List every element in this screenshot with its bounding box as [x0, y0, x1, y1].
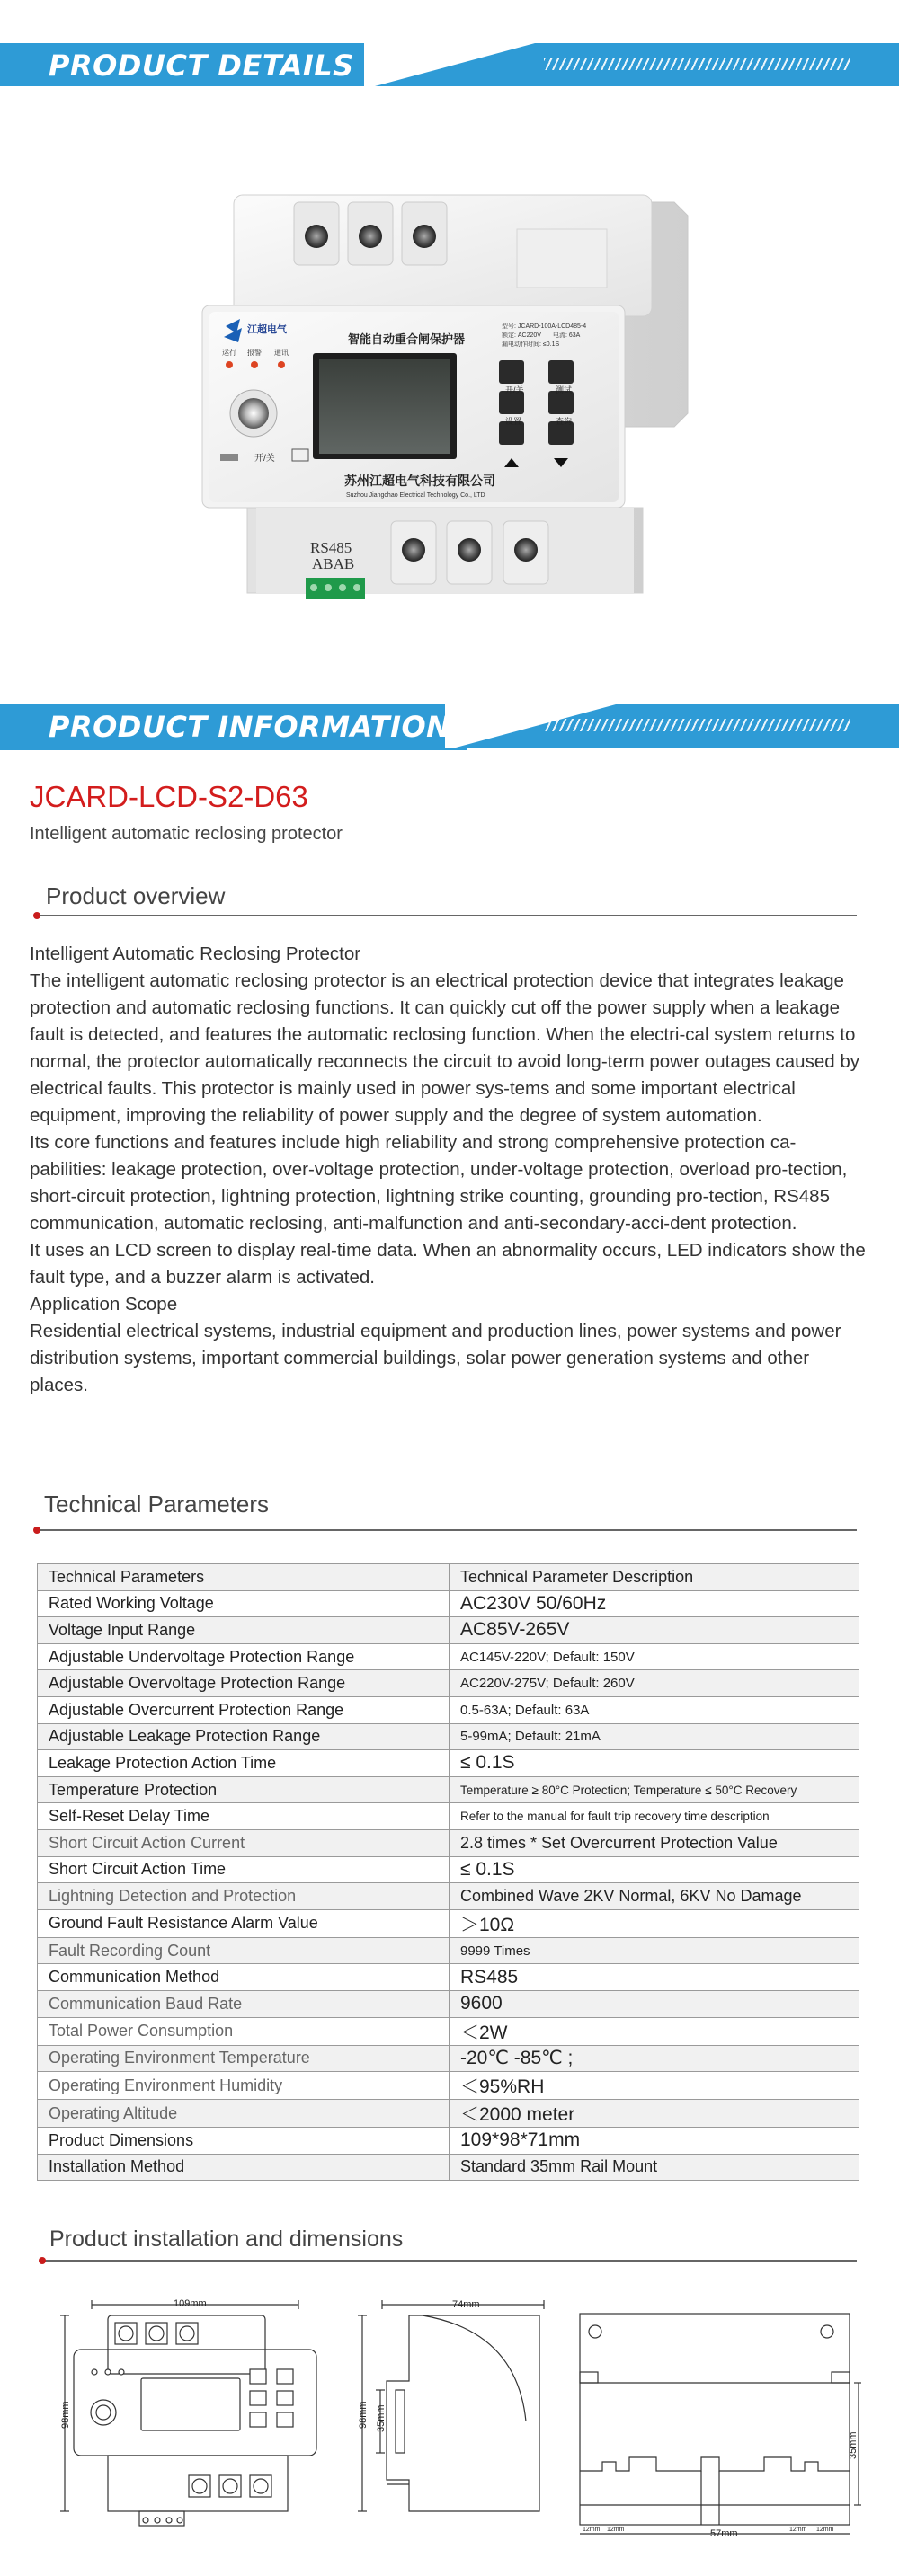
param-value: ≤ 0.1S: [450, 1750, 859, 1777]
param-name: Operating Environment Temperature: [38, 2045, 450, 2072]
svg-text:型号: JCARD-100A-LCD485-4: 型号: JCARD-100A-LCD485-4: [502, 323, 587, 330]
overview-paragraph: Its core functions and features include high reliability and strong comprehensive protection ca-pabilities: leakage protection, over-voltage protection, under-voltage protection, overload pro-tection, short-circuit protection, lightning protection, lightning strike counting, grounding pro-tection, RS485 communication, automatic reclosing, anti-malfunction and anti-secondary-acci-dent protection.: [30, 1132, 848, 1234]
table-row: [38, 1670, 859, 1697]
svg-text:查询: 查询: [556, 417, 573, 426]
switch-icon: [220, 454, 238, 461]
bottom-width-label: 57mm: [710, 2528, 738, 2539]
param-value: Refer to the manual for fault trip recovery time description: [450, 1803, 859, 1830]
param-value: Standard 35mm Rail Mount: [450, 2154, 859, 2181]
overview-text: [30, 941, 866, 1399]
overview-paragraph: Residential electrical systems, industrial equipment and production lines, power systems and power distribution systems, important commercial buildings, solar power generation systems and other places.: [30, 1321, 841, 1395]
table-row: [38, 2017, 859, 2045]
param-value: 109*98*71mm: [450, 2128, 859, 2155]
table-row: [38, 1829, 859, 1856]
led-alarm-icon: [251, 361, 258, 368]
table-row: [38, 1856, 859, 1883]
svg-text:通讯: 通讯: [274, 349, 289, 357]
lcd-screen: [319, 359, 450, 454]
table-row: [38, 2128, 859, 2155]
param-name: Temperature Protection: [38, 1776, 450, 1803]
banner-title: PRODUCT INFORMATION: [49, 710, 451, 744]
param-value: 0.5-63A; Default: 63A: [450, 1696, 859, 1723]
product-information-banner: [0, 704, 899, 748]
table-row: [38, 1883, 859, 1910]
bottom-terminals: [391, 521, 548, 584]
front-width-label: 109mm: [174, 2298, 207, 2309]
device-name: 智能自动重合闸保护器: [348, 332, 466, 346]
svg-text:测试: 测试: [556, 385, 573, 394]
table-row: [38, 1643, 859, 1670]
bottom-gap-label: 12mm: [816, 2527, 834, 2533]
table-row: [38, 1590, 859, 1617]
side-width-label: 74mm: [452, 2299, 480, 2310]
param-name: Voltage Input Range: [38, 1617, 450, 1644]
param-name: Adjustable Undervoltage Protection Range: [38, 1643, 450, 1670]
device-illustration: [193, 184, 697, 624]
table-row: [38, 2045, 859, 2072]
table-row: [38, 1696, 859, 1723]
led-comm-icon: [278, 361, 285, 368]
param-value: 9999 Times: [450, 1937, 859, 1964]
param-value: ≤ 0.1S: [450, 1856, 859, 1883]
table-row: [38, 2154, 859, 2181]
param-name: Short Circuit Action Current: [38, 1829, 450, 1856]
bottom-gap-label: 12mm: [607, 2527, 625, 2533]
param-value: RS485: [450, 1964, 859, 1991]
param-name: Leakage Protection Action Time: [38, 1750, 450, 1777]
overview-paragraph: The intelligent automatic reclosing protector is an electrical protection device that integrates leakage protection and automatic reclosing functions. It can quickly cut off the power supply when a leakage fault is detected, and features the automatic reclosing function. When the electri-cal system returns to normal, the protector automatically reconnects the circuit to avoid long-term power outages caused by electrical faults. This protector is mainly used in power sys-tems and some important electrical equipment, improving the reliability of power supply and the degree of system automation.: [30, 970, 859, 1126]
param-value: Combined Wave 2KV Normal, 6KV No Damage: [450, 1883, 859, 1910]
side-height-label: 98mm: [358, 2401, 369, 2429]
param-value: ＜2000 meter: [450, 2100, 859, 2128]
param-name: Communication Baud Rate: [38, 1990, 450, 2017]
table-row: [38, 1564, 859, 1591]
led-run-icon: [226, 361, 233, 368]
svg-text:额定: AC220V: 额定: AC220V: [502, 332, 541, 339]
table-row: [38, 1803, 859, 1830]
table-row: [38, 1990, 859, 2017]
port-label-abab: ABAB: [312, 555, 355, 572]
bottom-gap-label: 12mm: [789, 2527, 807, 2533]
param-value: ＞10Ω: [450, 1909, 859, 1937]
svg-text:漏电动作时间: ≤0.1S: 漏电动作时间: ≤0.1S: [502, 341, 560, 348]
param-value: 2.8 times * Set Overcurrent Protection Value: [450, 1829, 859, 1856]
bottom-gap-label: 12mm: [583, 2527, 601, 2533]
technical-divider: [37, 1529, 857, 1531]
param-value: ＜95%RH: [450, 2072, 859, 2100]
power-button-cap: [238, 398, 269, 429]
table-row: [38, 1776, 859, 1803]
banner-stripes: [544, 58, 850, 70]
table-row: [38, 1723, 859, 1750]
param-name: Operating Environment Humidity: [38, 2072, 450, 2100]
param-name: Lightning Detection and Protection: [38, 1883, 450, 1910]
port-label-rs485: RS485: [310, 539, 352, 556]
param-value: 5-99mA; Default: 21mA: [450, 1723, 859, 1750]
table-row: [38, 1937, 859, 1964]
param-name: Adjustable Overcurrent Protection Range: [38, 1696, 450, 1723]
company-cn: 苏州江超电气科技有限公司: [344, 474, 495, 488]
param-name: Ground Fault Resistance Alarm Value: [38, 1909, 450, 1937]
side-rail-label: 35mm: [376, 2404, 387, 2432]
param-value: AC230V 50/60Hz: [450, 1590, 859, 1617]
param-name: Fault Recording Count: [38, 1937, 450, 1964]
param-value: AC220V-275V; Default: 260V: [450, 1670, 859, 1697]
param-value: 9600: [450, 1990, 859, 2017]
overview-heading: Product overview: [46, 882, 226, 909]
param-name: Operating Altitude: [38, 2100, 450, 2128]
table-row: [38, 1617, 859, 1644]
svg-text:报警: 报警: [247, 349, 262, 357]
overview-paragraph: Application Scope: [30, 1294, 178, 1315]
product-model: JCARD-LCD-S2-D63: [30, 780, 308, 813]
param-name: Adjustable Overvoltage Protection Range: [38, 1670, 450, 1697]
banner-stripes: [544, 719, 850, 731]
param-value: -20℃ -85℃ ;: [450, 2045, 859, 2072]
product-details-banner: [0, 43, 899, 86]
overview-paragraph: It uses an LCD screen to display real-time data. When an abnormality occurs, LED indicators show the fault type, and a buzzer alarm is activated.: [30, 1240, 866, 1288]
installation-dot: [39, 2257, 46, 2264]
switch-label: 开/关: [254, 454, 275, 464]
indicator-labels: [222, 348, 289, 357]
svg-text:设置: 设置: [505, 417, 522, 426]
param-value: AC145V-220V; Default: 150V: [450, 1643, 859, 1670]
table-row: [38, 1909, 859, 1937]
param-name: Communication Method: [38, 1964, 450, 1991]
table-row: [38, 1964, 859, 1991]
overview-dot: [33, 912, 40, 919]
company-en: Suzhou Jiangchao Electrical Technology Co., LTD: [346, 492, 485, 499]
param-name: Short Circuit Action Time: [38, 1856, 450, 1883]
technical-heading: Technical Parameters: [44, 1491, 269, 1518]
banner-title: PRODUCT DETAILS: [49, 49, 354, 83]
front-height-label: 98mm: [60, 2401, 71, 2429]
param-value: ＜2W: [450, 2017, 859, 2045]
side-view-drawing: [355, 2296, 553, 2538]
front-view-drawing: [54, 2296, 324, 2538]
device-brand: 江超电气: [247, 324, 287, 335]
bottom-view-drawing: [575, 2296, 863, 2543]
table-row: [38, 2072, 859, 2100]
param-name: Technical Parameters: [38, 1564, 450, 1591]
param-name: Total Power Consumption: [38, 2017, 450, 2045]
param-name: Self-Reset Delay Time: [38, 1803, 450, 1830]
param-value: AC85V-265V: [450, 1617, 859, 1644]
param-name: Product Dimensions: [38, 2128, 450, 2155]
installation-heading: Product installation and dimensions: [49, 2226, 404, 2252]
param-name: Adjustable Leakage Protection Range: [38, 1723, 450, 1750]
bottom-rail-label: 35mm: [848, 2431, 859, 2459]
param-name: Rated Working Voltage: [38, 1590, 450, 1617]
table-row: [38, 2100, 859, 2128]
table-row: [38, 1750, 859, 1777]
svg-text:电流: 63A: 电流: 63A: [553, 332, 581, 339]
overview-paragraph: Intelligent Automatic Reclosing Protector: [30, 943, 361, 964]
banner-underline: [0, 748, 467, 750]
installation-divider: [42, 2260, 857, 2262]
product-subtitle: Intelligent automatic reclosing protector: [30, 824, 343, 844]
param-value: Technical Parameter Description: [450, 1564, 859, 1591]
svg-text:开/关: 开/关: [505, 385, 524, 394]
overview-divider: [37, 915, 857, 916]
technical-dot: [33, 1527, 40, 1534]
svg-text:运行: 运行: [222, 349, 236, 357]
param-value: Temperature ≥ 80°C Protection; Temperature ≤ 50°C Recovery: [450, 1776, 859, 1803]
param-name: Installation Method: [38, 2154, 450, 2181]
technical-table: [37, 1563, 859, 2181]
